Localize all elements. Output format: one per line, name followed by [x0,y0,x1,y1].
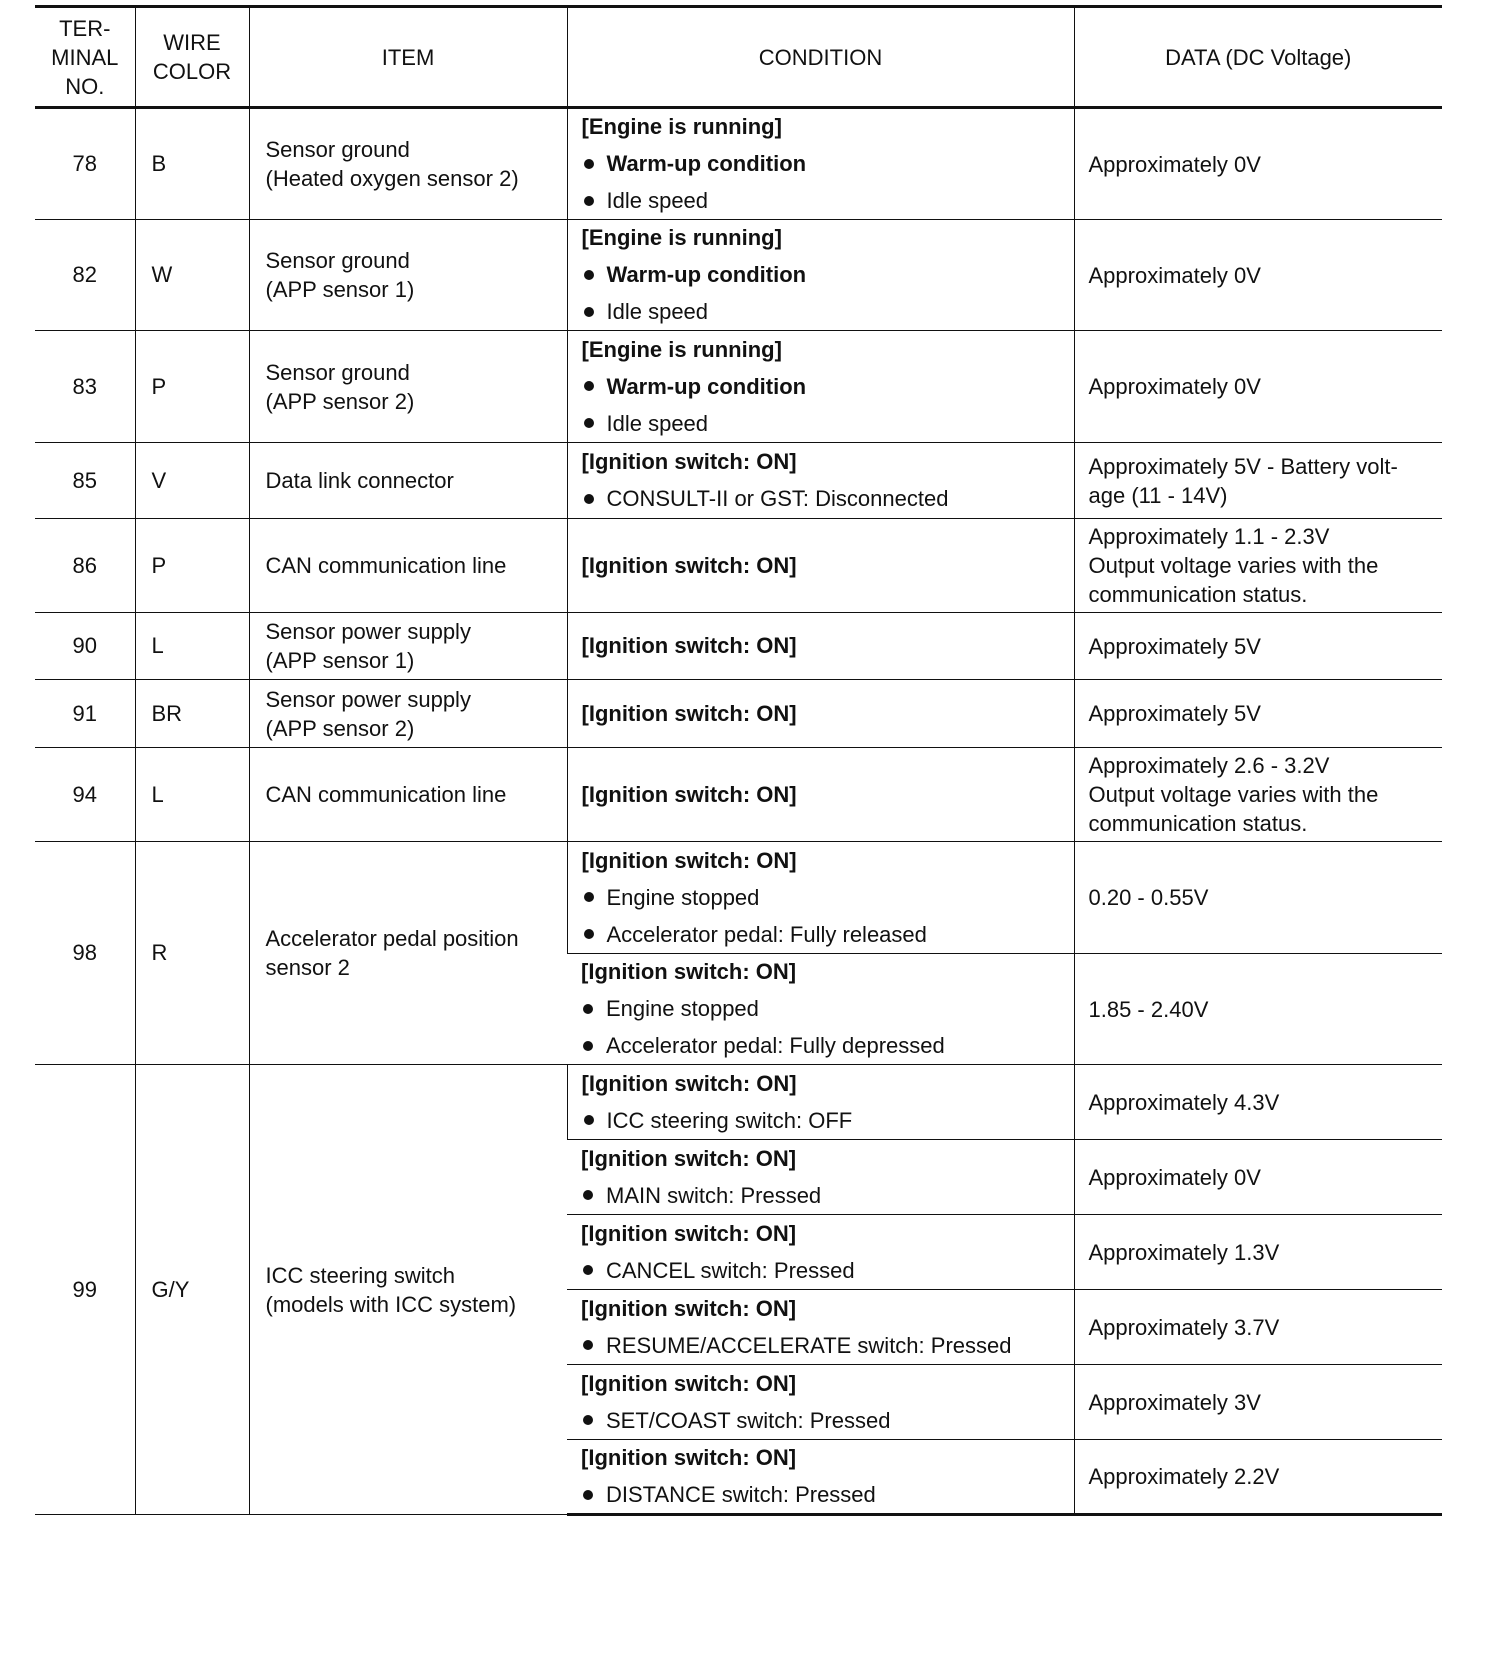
item-cell [249,1065,567,1515]
condition-bullet-text: Idle speed [606,410,709,436]
item-line: CAN communication line [265,782,507,807]
table-row [35,613,1442,680]
header-wire-color [135,7,249,108]
data-line: 1.85 - 2.40V [1088,996,1209,1022]
condition-bullet-text: Accelerator pedal: Fully depressed [606,1033,945,1058]
data-line: Approximately 5V [1088,633,1261,659]
bullet-dot-icon [583,1041,593,1051]
condition-bullet-text: MAIN switch: Pressed [606,1182,822,1208]
item-line: Sensor ground [265,248,410,273]
header-terminal [35,7,135,108]
condition-heading: [Ignition switch: ON] [581,847,797,873]
item-line: Sensor power supply [265,686,471,712]
header-wire-line: COLOR [152,59,232,84]
condition-heading: [Ignition switch: ON] [581,959,797,984]
condition-heading: [Ignition switch: ON] [581,1295,797,1321]
wire-color: V [135,443,249,519]
wire-color: W [135,220,249,331]
terminal-number: 83 [35,331,135,443]
bullet-dot-icon [583,1190,593,1200]
condition-cell [567,1290,1074,1365]
item-cell [249,331,567,443]
condition-bullet-text: SET/COAST switch: Pressed [606,1407,891,1433]
table-row [35,748,1442,842]
item-line: Sensor power supply [265,619,471,644]
bullet-dot-icon [584,892,594,902]
item-line: (Heated oxygen sensor 2) [265,166,519,191]
condition-heading: [Ignition switch: ON] [581,1145,797,1171]
item-line: (APP sensor 1) [265,648,415,673]
item-cell [249,220,567,331]
terminal-number: 86 [35,519,135,613]
wire-color: P [135,519,249,613]
data-line: Approximately 1.3V [1088,1239,1280,1265]
data-cell [1074,680,1442,748]
bullet-dot-icon [583,1415,593,1425]
terminal-data-table [35,5,1442,1516]
item-line: Data link connector [265,468,454,493]
table-row [35,443,1442,519]
condition-bullet [582,293,1074,330]
condition-bullet-text: Engine stopped [606,996,759,1021]
data-line: Approximately 0V [1088,1164,1261,1190]
data-line: Approximately 0V [1088,262,1261,288]
wire-color: L [135,748,249,842]
condition-bullet [582,405,1074,442]
data-cell [1074,954,1442,1065]
bullet-dot-icon [584,418,594,428]
data-cell [1074,1440,1442,1515]
condition-bullet [582,916,1074,953]
condition-bullet [582,368,1074,405]
data-cell [1074,108,1442,220]
condition-cell [567,108,1074,220]
terminal-number: 82 [35,220,135,331]
condition-cell [567,1215,1074,1290]
header-row [35,7,1442,108]
condition-heading: [Ignition switch: ON] [581,552,797,578]
condition-bullet [581,1027,1074,1064]
bullet-dot-icon [584,1115,594,1125]
bullet-dot-icon [584,494,594,504]
condition-heading: [Ignition switch: ON] [581,449,797,474]
data-line: Approximately 2.2V [1088,1464,1280,1489]
condition-cell [567,613,1074,680]
item-cell [249,748,567,842]
condition-bullet [581,1177,1074,1214]
condition-bullet [582,182,1074,219]
data-line: Approximately 5V [1088,701,1261,726]
table-row [35,1065,1442,1140]
data-cell [1074,443,1442,519]
item-line: ICC steering switch [265,1262,456,1288]
condition-bullet [581,1476,1074,1513]
item-line: CAN communication line [265,553,507,578]
wire-color: BR [135,680,249,748]
terminal-number: 78 [35,108,135,220]
item-cell [249,680,567,748]
data-line: Approximately 1.1 - 2.3V [1088,524,1330,549]
condition-bullet [582,1102,1074,1139]
condition-bullet-text: Warm-up condition [606,262,807,287]
bullet-dot-icon [584,381,594,391]
data-line: communication status. [1088,811,1308,836]
condition-cell [567,842,1074,954]
data-line: Approximately 4.3V [1088,1089,1280,1115]
condition-heading: [Ignition switch: ON] [581,700,797,726]
condition-cell [567,1065,1074,1140]
condition-bullet-text: Warm-up condition [606,151,807,176]
condition-bullet-text: Warm-up condition [606,373,807,399]
condition-cell [567,1140,1074,1215]
data-line: Approximately 3V [1088,1389,1261,1415]
header-terminal-line: MINAL [51,44,119,70]
condition-bullet-text: Idle speed [606,188,709,213]
condition-cell [567,680,1074,748]
condition-bullet-text: CONSULT-II or GST: Disconnected [606,486,949,511]
bullet-dot-icon [583,1490,593,1500]
item-cell [249,519,567,613]
condition-bullet-text: RESUME/ACCELERATE switch: Pressed [606,1332,1012,1358]
table-row [35,842,1442,954]
data-line: Approximately 2.6 - 3.2V [1088,753,1330,778]
data-cell [1074,1290,1442,1365]
table-row [35,220,1442,331]
wire-color: B [135,108,249,220]
terminal-number: 99 [35,1065,135,1515]
condition-bullet [581,990,1074,1027]
data-line: Approximately 3.7V [1088,1314,1280,1340]
table-row [35,680,1442,748]
item-line: (APP sensor 2) [265,715,415,741]
condition-bullet [581,1402,1074,1439]
condition-bullet-text: ICC steering switch: OFF [606,1107,853,1133]
condition-cell [567,954,1074,1065]
item-line: Sensor ground [265,359,410,385]
condition-bullet-text: Accelerator pedal: Fully released [606,921,927,947]
data-cell [1074,331,1442,443]
data-line: Output voltage varies with the [1088,553,1379,578]
condition-bullet-text: DISTANCE switch: Pressed [606,1482,876,1507]
condition-heading: [Engine is running] [581,336,782,362]
condition-heading: [Ignition switch: ON] [581,1220,797,1246]
bullet-dot-icon [583,1340,593,1350]
condition-cell [567,443,1074,519]
wire-color: L [135,613,249,680]
condition-bullet-text: Idle speed [606,299,709,324]
bullet-dot-icon [583,1004,593,1014]
condition-cell [567,1440,1074,1515]
condition-heading: [Ignition switch: ON] [581,781,797,807]
header-condition: CONDITION [567,7,1074,108]
condition-bullet [582,145,1074,182]
table-row [35,331,1442,443]
item-cell [249,443,567,519]
condition-bullet [582,256,1074,293]
item-line: sensor 2 [265,955,350,980]
terminal-number: 98 [35,842,135,1065]
data-line: Approximately 5V - Battery volt- [1088,453,1398,479]
item-cell [249,613,567,680]
data-cell [1074,1065,1442,1140]
data-line: Output voltage varies with the [1088,782,1379,807]
item-line: (models with ICC system) [265,1291,517,1317]
header-terminal-line: NO. [65,73,105,99]
terminal-number: 85 [35,443,135,519]
table-body [35,108,1442,1515]
condition-bullet [581,1252,1074,1289]
header-data: DATA (DC Voltage) [1074,7,1442,108]
bullet-dot-icon [584,307,594,317]
header-terminal-line: TER- [59,15,111,41]
terminal-number: 91 [35,680,135,748]
header-wire-line: WIRE [163,30,221,55]
data-cell [1074,748,1442,842]
item-cell [249,842,567,1065]
bullet-dot-icon [584,159,594,169]
condition-cell [567,220,1074,331]
wire-color: R [135,842,249,1065]
condition-bullet [582,879,1074,916]
item-line: Sensor ground [265,137,410,162]
condition-heading: [Ignition switch: ON] [581,1070,797,1096]
header-item: ITEM [249,7,567,108]
data-line: Approximately 0V [1088,374,1261,399]
condition-bullet [581,1327,1074,1364]
condition-bullet-text: Engine stopped [606,884,760,910]
data-cell [1074,519,1442,613]
condition-heading: [Engine is running] [581,114,782,139]
data-cell [1074,1215,1442,1290]
condition-cell [567,519,1074,613]
bullet-dot-icon [583,1265,593,1275]
data-line: age (11 - 14V) [1088,482,1228,508]
data-line: Approximately 0V [1088,151,1261,177]
data-line: 0.20 - 0.55V [1088,885,1209,910]
condition-bullet-text: CANCEL switch: Pressed [606,1257,855,1283]
wire-color: G/Y [135,1065,249,1515]
item-line: Accelerator pedal position [265,926,519,951]
terminal-number: 94 [35,748,135,842]
terminal-number: 90 [35,613,135,680]
wire-color: P [135,331,249,443]
data-cell [1074,1140,1442,1215]
condition-cell [567,1365,1074,1440]
bullet-dot-icon [584,929,594,939]
condition-cell [567,331,1074,443]
item-line: (APP sensor 2) [265,388,415,414]
table-row [35,519,1442,613]
condition-heading: [Engine is running] [581,225,782,250]
data-line: communication status. [1088,582,1308,607]
item-line: (APP sensor 1) [265,277,415,302]
condition-heading: [Ignition switch: ON] [581,1370,797,1396]
bullet-dot-icon [584,196,594,206]
data-cell [1074,613,1442,680]
condition-bullet [582,480,1074,517]
condition-heading: [Ignition switch: ON] [581,1445,797,1470]
condition-cell [567,748,1074,842]
data-cell [1074,842,1442,954]
condition-heading: [Ignition switch: ON] [581,633,797,658]
bullet-dot-icon [584,270,594,280]
item-cell [249,108,567,220]
table-row [35,108,1442,220]
data-cell [1074,220,1442,331]
data-cell [1074,1365,1442,1440]
